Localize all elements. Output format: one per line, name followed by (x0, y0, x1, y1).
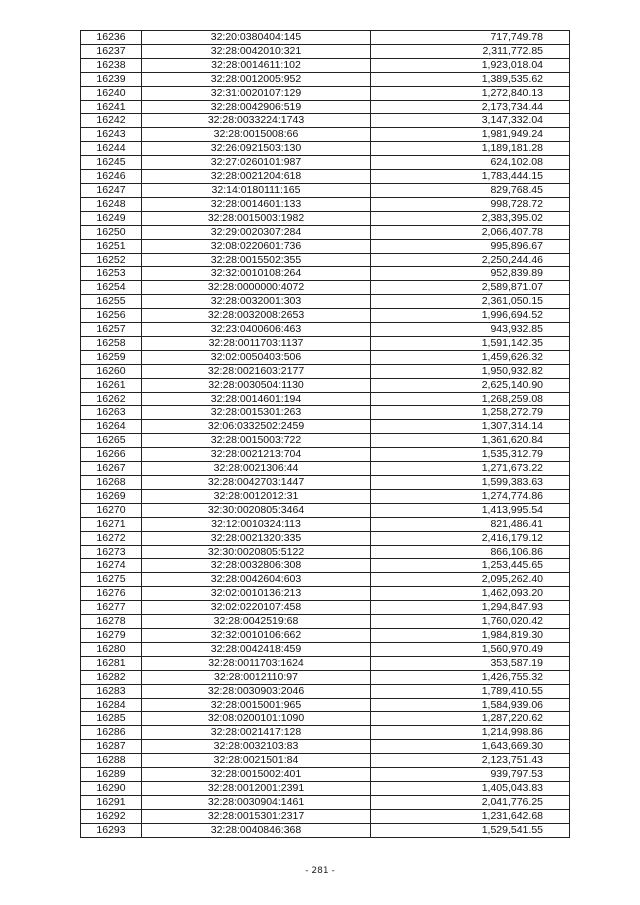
cadastral-number-cell: 32:31:0020107:129 (142, 86, 371, 100)
table-row (81, 392, 570, 406)
value-cell: 1,389,535.62 (371, 72, 570, 86)
row-number-cell: 16237 (81, 44, 142, 58)
value-cell: 866,106.86 (371, 545, 570, 559)
row-number-cell: 16279 (81, 628, 142, 642)
table-row (81, 503, 570, 517)
row-number-cell: 16236 (81, 31, 142, 45)
value-cell: 995,896.67 (371, 239, 570, 253)
row-number-cell: 16263 (81, 406, 142, 420)
value-cell: 3,147,332.04 (371, 114, 570, 128)
cadastral-number-cell: 32:28:0042604:603 (142, 573, 371, 587)
cadastral-number-cell: 32:28:0042906:519 (142, 100, 371, 114)
cadastral-number-cell: 32:28:0015002:401 (142, 768, 371, 782)
value-cell: 1,361,620.84 (371, 434, 570, 448)
value-cell: 1,294,847.93 (371, 601, 570, 615)
cadastral-number-cell: 32:28:0015001:965 (142, 698, 371, 712)
cadastral-number-cell: 32:28:0032008:2653 (142, 309, 371, 323)
row-number-cell: 16287 (81, 740, 142, 754)
row-number-cell: 16293 (81, 823, 142, 837)
table-row (81, 768, 570, 782)
row-number-cell: 16283 (81, 684, 142, 698)
table-row (81, 434, 570, 448)
row-number-cell: 16281 (81, 656, 142, 670)
value-cell: 1,599,383.63 (371, 476, 570, 490)
row-number-cell: 16270 (81, 503, 142, 517)
row-number-cell: 16282 (81, 670, 142, 684)
cadastral-number-cell: 32:30:0020805:5122 (142, 545, 371, 559)
value-cell: 1,307,314.14 (371, 420, 570, 434)
row-number-cell: 16286 (81, 726, 142, 740)
row-number-cell: 16268 (81, 476, 142, 490)
value-cell: 1,258,272.79 (371, 406, 570, 420)
table-row (81, 573, 570, 587)
row-number-cell: 16288 (81, 754, 142, 768)
cadastral-number-cell: 32:23:0400606:463 (142, 323, 371, 337)
row-number-cell: 16278 (81, 615, 142, 629)
row-number-cell: 16292 (81, 809, 142, 823)
cadastral-number-cell: 32:28:0014601:133 (142, 197, 371, 211)
value-cell: 1,189,181.28 (371, 142, 570, 156)
row-number-cell: 16262 (81, 392, 142, 406)
cadastral-number-cell: 32:28:0015301:2317 (142, 809, 371, 823)
value-cell: 1,984,819.30 (371, 628, 570, 642)
row-number-cell: 16252 (81, 253, 142, 267)
value-cell: 1,923,018.04 (371, 58, 570, 72)
cadastral-number-cell: 32:28:0040846:368 (142, 823, 371, 837)
row-number-cell: 16246 (81, 170, 142, 184)
table-row (81, 378, 570, 392)
cadastral-number-cell: 32:28:0015008:66 (142, 128, 371, 142)
row-number-cell: 16276 (81, 587, 142, 601)
cadastral-number-cell: 32:28:0015301:263 (142, 406, 371, 420)
cadastral-number-cell: 32:28:0030903:2046 (142, 684, 371, 698)
cadastral-number-cell: 32:02:0220107:458 (142, 601, 371, 615)
value-cell: 2,625,140.90 (371, 378, 570, 392)
value-cell: 1,950,932.82 (371, 364, 570, 378)
value-cell: 2,123,751.43 (371, 754, 570, 768)
row-number-cell: 16255 (81, 295, 142, 309)
row-number-cell: 16244 (81, 142, 142, 156)
value-cell: 1,996,694.52 (371, 309, 570, 323)
row-number-cell: 16249 (81, 211, 142, 225)
cadastral-number-cell: 32:28:0032103:83 (142, 740, 371, 754)
value-cell: 1,529,541.55 (371, 823, 570, 837)
cadastral-number-cell: 32:32:0010106:662 (142, 628, 371, 642)
table-row (81, 656, 570, 670)
table-row (81, 823, 570, 837)
row-number-cell: 16289 (81, 768, 142, 782)
table-row (81, 253, 570, 267)
value-cell: 1,643,669.30 (371, 740, 570, 754)
value-cell: 1,214,998.86 (371, 726, 570, 740)
table-row (81, 545, 570, 559)
row-number-cell: 16290 (81, 781, 142, 795)
table-row (81, 281, 570, 295)
cadastral-number-cell: 32:28:0014601:194 (142, 392, 371, 406)
value-cell: 829,768.45 (371, 183, 570, 197)
table-row (81, 448, 570, 462)
table-row (81, 211, 570, 225)
value-cell: 2,416,179.12 (371, 531, 570, 545)
cadastral-number-cell: 32:28:0032001:303 (142, 295, 371, 309)
value-cell: 1,271,673.22 (371, 462, 570, 476)
value-cell: 2,173,734.44 (371, 100, 570, 114)
cadastral-number-cell: 32:32:0010108:264 (142, 267, 371, 281)
cadastral-number-cell: 32:20:0380404:145 (142, 31, 371, 45)
cadastral-number-cell: 32:28:0014611:102 (142, 58, 371, 72)
row-number-cell: 16272 (81, 531, 142, 545)
table-row (81, 420, 570, 434)
cadastral-number-cell: 32:28:0042703:1447 (142, 476, 371, 490)
cadastral-number-cell: 32:29:0020307:284 (142, 225, 371, 239)
table-row (81, 754, 570, 768)
cadastral-number-cell: 32:08:0220601:736 (142, 239, 371, 253)
cadastral-number-cell: 32:02:0010136:213 (142, 587, 371, 601)
value-cell: 353,587.19 (371, 656, 570, 670)
value-cell: 1,584,939.06 (371, 698, 570, 712)
cadastral-number-cell: 32:28:0012012:31 (142, 489, 371, 503)
table-row (81, 58, 570, 72)
row-number-cell: 16275 (81, 573, 142, 587)
value-cell: 1,560,970.49 (371, 642, 570, 656)
row-number-cell: 16238 (81, 58, 142, 72)
value-cell: 939,797.53 (371, 768, 570, 782)
value-cell: 1,789,410.55 (371, 684, 570, 698)
row-number-cell: 16248 (81, 197, 142, 211)
value-cell: 1,231,642.68 (371, 809, 570, 823)
value-cell: 821,486.41 (371, 517, 570, 531)
row-number-cell: 16250 (81, 225, 142, 239)
cadastral-number-cell: 32:28:0011703:1137 (142, 336, 371, 350)
table-row (81, 670, 570, 684)
cadastral-number-cell: 32:28:0015003:1982 (142, 211, 371, 225)
cadastral-number-cell: 32:28:0011703:1624 (142, 656, 371, 670)
table-row (81, 531, 570, 545)
value-cell: 1,535,312.79 (371, 448, 570, 462)
value-cell: 1,462,093.20 (371, 587, 570, 601)
value-cell: 2,250,244.46 (371, 253, 570, 267)
row-number-cell: 16265 (81, 434, 142, 448)
table-row (81, 128, 570, 142)
row-number-cell: 16243 (81, 128, 142, 142)
value-cell: 1,268,259.08 (371, 392, 570, 406)
row-number-cell: 16277 (81, 601, 142, 615)
table-row (81, 156, 570, 170)
table-row (81, 795, 570, 809)
cadastral-number-cell: 32:02:0050403:506 (142, 350, 371, 364)
table-row (81, 239, 570, 253)
cadastral-number-cell: 32:28:0033224:1743 (142, 114, 371, 128)
row-number-cell: 16260 (81, 364, 142, 378)
table-row (81, 309, 570, 323)
value-cell: 1,459,626.32 (371, 350, 570, 364)
value-cell: 2,361,050.15 (371, 295, 570, 309)
table-row (81, 142, 570, 156)
row-number-cell: 16241 (81, 100, 142, 114)
table-row (81, 489, 570, 503)
value-cell: 998,728.72 (371, 197, 570, 211)
cadastral-number-cell: 32:28:0021501:84 (142, 754, 371, 768)
row-number-cell: 16273 (81, 545, 142, 559)
row-number-cell: 16266 (81, 448, 142, 462)
value-cell: 2,383,395.02 (371, 211, 570, 225)
table-row (81, 406, 570, 420)
value-cell: 2,041,776.25 (371, 795, 570, 809)
cadastral-number-cell: 32:28:0021306:44 (142, 462, 371, 476)
row-number-cell: 16291 (81, 795, 142, 809)
table-row (81, 712, 570, 726)
cadastral-number-cell: 32:28:0012005:952 (142, 72, 371, 86)
cadastral-number-cell: 32:28:0015003:722 (142, 434, 371, 448)
value-cell: 1,253,445.65 (371, 559, 570, 573)
row-number-cell: 16254 (81, 281, 142, 295)
cadastral-number-cell: 32:28:0042010:321 (142, 44, 371, 58)
value-cell: 1,760,020.42 (371, 615, 570, 629)
value-cell: 1,426,755.32 (371, 670, 570, 684)
cadastral-number-cell: 32:28:0021603:2177 (142, 364, 371, 378)
table-row (81, 72, 570, 86)
cadastral-number-cell: 32:28:0021320:335 (142, 531, 371, 545)
table-row (81, 170, 570, 184)
table-row (81, 587, 570, 601)
cadastral-number-cell: 32:28:0021417:128 (142, 726, 371, 740)
table-row (81, 559, 570, 573)
table-row (81, 267, 570, 281)
row-number-cell: 16271 (81, 517, 142, 531)
row-number-cell: 16240 (81, 86, 142, 100)
table-row (81, 615, 570, 629)
table-row (81, 684, 570, 698)
row-number-cell: 16256 (81, 309, 142, 323)
cadastral-number-cell: 32:28:0042418:459 (142, 642, 371, 656)
row-number-cell: 16239 (81, 72, 142, 86)
table-row (81, 197, 570, 211)
value-cell: 1,405,043.83 (371, 781, 570, 795)
table-row (81, 336, 570, 350)
cadastral-number-cell: 32:28:0012001:2391 (142, 781, 371, 795)
cadastral-number-cell: 32:06:0332502:2459 (142, 420, 371, 434)
cadastral-number-cell: 32:28:0015502:355 (142, 253, 371, 267)
row-number-cell: 16257 (81, 323, 142, 337)
table-row (81, 781, 570, 795)
row-number-cell: 16261 (81, 378, 142, 392)
row-number-cell: 16251 (81, 239, 142, 253)
row-number-cell: 16258 (81, 336, 142, 350)
cadastral-number-cell: 32:28:0021204:618 (142, 170, 371, 184)
row-number-cell: 16284 (81, 698, 142, 712)
value-cell: 2,095,262.40 (371, 573, 570, 587)
table-body (81, 31, 570, 838)
value-cell: 717,749.78 (371, 31, 570, 45)
table-row (81, 364, 570, 378)
value-cell: 1,287,220.62 (371, 712, 570, 726)
value-cell: 1,274,774.86 (371, 489, 570, 503)
row-number-cell: 16245 (81, 156, 142, 170)
row-number-cell: 16247 (81, 183, 142, 197)
row-number-cell: 16280 (81, 642, 142, 656)
cadastral-number-cell: 32:28:0042519:68 (142, 615, 371, 629)
page-number: - 281 - (305, 866, 335, 876)
row-number-cell: 16269 (81, 489, 142, 503)
value-cell: 1,981,949.24 (371, 128, 570, 142)
cadastral-number-cell: 32:28:0030504:1130 (142, 378, 371, 392)
table-row (81, 100, 570, 114)
table-row (81, 114, 570, 128)
cadastral-number-cell: 32:28:0032806:308 (142, 559, 371, 573)
table-row (81, 31, 570, 45)
cadastral-number-cell: 32:30:0020805:3464 (142, 503, 371, 517)
value-cell: 1,272,840.13 (371, 86, 570, 100)
cadastral-number-cell: 32:26:0921503:130 (142, 142, 371, 156)
table-row (81, 44, 570, 58)
cadastral-number-cell: 32:12:0010324:113 (142, 517, 371, 531)
cadastral-number-cell: 32:28:0021213:704 (142, 448, 371, 462)
table-row (81, 698, 570, 712)
table-row (81, 628, 570, 642)
row-number-cell: 16267 (81, 462, 142, 476)
table-row (81, 642, 570, 656)
row-number-cell: 16274 (81, 559, 142, 573)
table-row (81, 183, 570, 197)
cadastral-number-cell: 32:08:0200101:1090 (142, 712, 371, 726)
table-row (81, 323, 570, 337)
row-number-cell: 16242 (81, 114, 142, 128)
cadastral-value-table (80, 30, 570, 838)
cadastral-number-cell: 32:28:0012110:97 (142, 670, 371, 684)
table-row (81, 726, 570, 740)
cadastral-number-cell: 32:28:0000000:4072 (142, 281, 371, 295)
table-row (81, 462, 570, 476)
table-row (81, 86, 570, 100)
row-number-cell: 16253 (81, 267, 142, 281)
table-row (81, 740, 570, 754)
value-cell: 2,066,407.78 (371, 225, 570, 239)
row-number-cell: 16259 (81, 350, 142, 364)
value-cell: 2,589,871.07 (371, 281, 570, 295)
table-row (81, 295, 570, 309)
table-row (81, 225, 570, 239)
row-number-cell: 16285 (81, 712, 142, 726)
table-row (81, 476, 570, 490)
table-row (81, 517, 570, 531)
value-cell: 1,413,995.54 (371, 503, 570, 517)
table-row (81, 809, 570, 823)
value-cell: 943,932.85 (371, 323, 570, 337)
table-row (81, 350, 570, 364)
value-cell: 1,591,142.35 (371, 336, 570, 350)
table-row (81, 601, 570, 615)
row-number-cell: 16264 (81, 420, 142, 434)
value-cell: 1,783,444.15 (371, 170, 570, 184)
value-cell: 952,839.89 (371, 267, 570, 281)
cadastral-number-cell: 32:28:0030904:1461 (142, 795, 371, 809)
cadastral-number-cell: 32:14:0180111:165 (142, 183, 371, 197)
value-cell: 624,102.08 (371, 156, 570, 170)
cadastral-number-cell: 32:27:0260101:987 (142, 156, 371, 170)
value-cell: 2,311,772.85 (371, 44, 570, 58)
